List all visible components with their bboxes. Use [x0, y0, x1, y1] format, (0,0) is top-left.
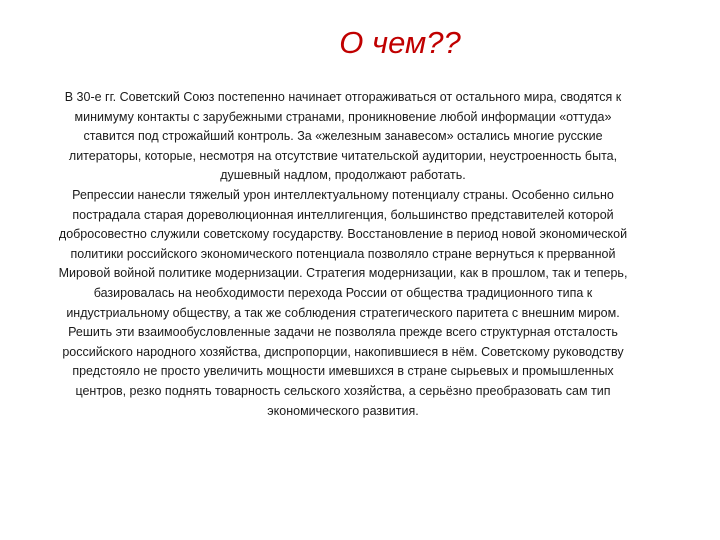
paragraph-1: В 30-е гг. Советский Союз постепенно начинает отгораживаться от остального мира, сводятся к минимуму контакты с зарубежными странами, проникновение любой информации «оттуда» ставится под строжайший контроль. За «железным занавесом» остались многие русские литераторы, которые, несмотря на отсутствие читательской аудитории, неустроенность быта, душевный надлом, продолжают работать.	[64, 90, 622, 183]
paragraph-2: Репрессии нанесли тяжелый урон интеллектуальному потенциалу страны. Особенно сильно пострадала старая дореволюционная интеллигенция, большинство представителей которой добросовестно служили советскому государству. Восстановление в период новой экономической политики российского экономического потенциала позволяло стране вернуться к прерванной Мировой войной политике модернизации. Стратегия модернизации, как в прошлом, так и теперь, базировалась на необходимости перехода России от общества традиционного типа к индустриальному обществу, а так же соблюдения стратегического паритета с внешним миром. Решить эти взаимообусловленные задачи не позволяла прежде всего структурная отсталость российского народного хозяйства, диспропорции, накопившиеся в нём. Советскому руководству предстояло не просто увеличить мощности имевшихся в стране сырьевых и промышленных центров, резко поднять товарность сельского хозяйства, а серьёзно преобразовать сам тип экономического развития.	[58, 187, 628, 418]
slide-body	[58, 88, 628, 421]
slide-title: О чем??	[339, 25, 461, 60]
